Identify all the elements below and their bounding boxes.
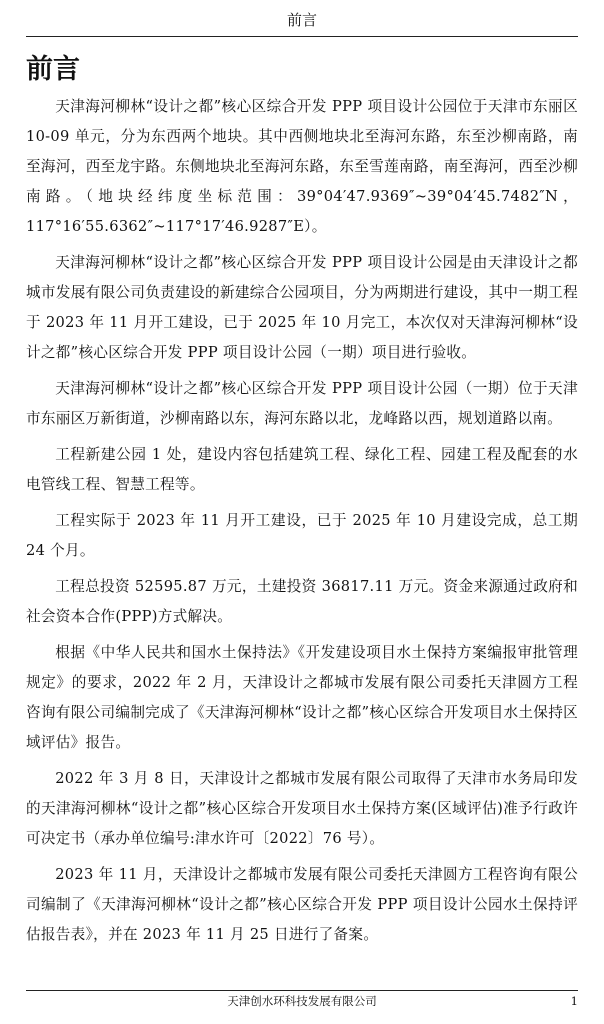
footer-company: 天津创水环科技发展有限公司 [227,994,377,1008]
paragraph-location: 天津海河柳林“设计之都”核心区综合开发 PPP 项目设计公园位于天津市东丽区 10-09 单元，分为东西两个地块。其中西侧地块北至海河东路，东至沙柳南路，南至海河，西至龙宇路。东侧地块北至海河东路，东至雪莲南路，南至海河，西至沙柳南路。（地块经纬度坐标范围：39°04′47.9369″~39°04′45.7482″N，117°16′55.6362″~117°17′46.9287″E）。 [26,98,578,235]
paragraph-project-overview: 天津海河柳林“设计之都”核心区综合开发 PPP 项目设计公园是由天津设计之都城市发展有限公司负责建设的新建综合公园项目，分为两期进行建设，其中一期工程于 2023 年 11 月开工建设，已于 2025 年 10 月完工，本次仅对天津海河柳林“设计之都”核心区综合开发 PPP 项目设计公园（一期）项目进行验收。 [26,254,578,361]
page-footer [26,990,578,1015]
paragraph-construction-content: 工程新建公园 1 处，建设内容包括建筑工程、绿化工程、园建工程及配套的水电管线工程、智慧工程等。 [26,446,578,493]
running-header [26,10,578,37]
page-number: 1 [570,994,578,1008]
running-header-title: 前言 [286,11,317,29]
paragraph-regional-assessment: 根据《中华人民共和国水土保持法》《开发建设项目水土保持方案编报审批管理规定》的要求，2022 年 2 月，天津设计之都城市发展有限公司委托天津圆方工程咨询有限公司编制完成了《天津海河柳林“设计之都”核心区综合开发项目水土保持区域评估》报告。 [26,644,578,751]
paragraph-investment: 工程总投资 52595.87 万元，土建投资 36817.11 万元。资金来源通过政府和社会资本合作(PPP)方式解决。 [26,578,578,625]
paragraph-filing: 2023 年 11 月，天津设计之都城市发展有限公司委托天津圆方工程咨询有限公司编制了《天津海河柳林“设计之都”核心区综合开发 PPP 项目设计公园水土保持评估报告表》，并在 2023 年 11 月 25 日进行了备案。 [26,866,578,943]
paragraph-phase-one-location: 天津海河柳林“设计之都”核心区综合开发 PPP 项目设计公园（一期）位于天津市东丽区万新街道，沙柳南路以东，海河东路以北，龙峰路以西，规划道路以南。 [26,380,578,427]
page-title: 前言 [26,54,80,85]
paragraph-approval: 2022 年 3 月 8 日，天津设计之都城市发展有限公司取得了天津市水务局印发的天津海河柳林“设计之都”核心区综合开发项目水土保持方案(区域评估)准予行政许可决定书（承办单位编号:津水许可〔2022〕76 号）。 [26,770,578,847]
paragraph-schedule: 工程实际于 2023 年 11 月开工建设，已于 2025 年 10 月建设完成，总工期 24 个月。 [26,512,578,559]
document-body [26,92,578,956]
